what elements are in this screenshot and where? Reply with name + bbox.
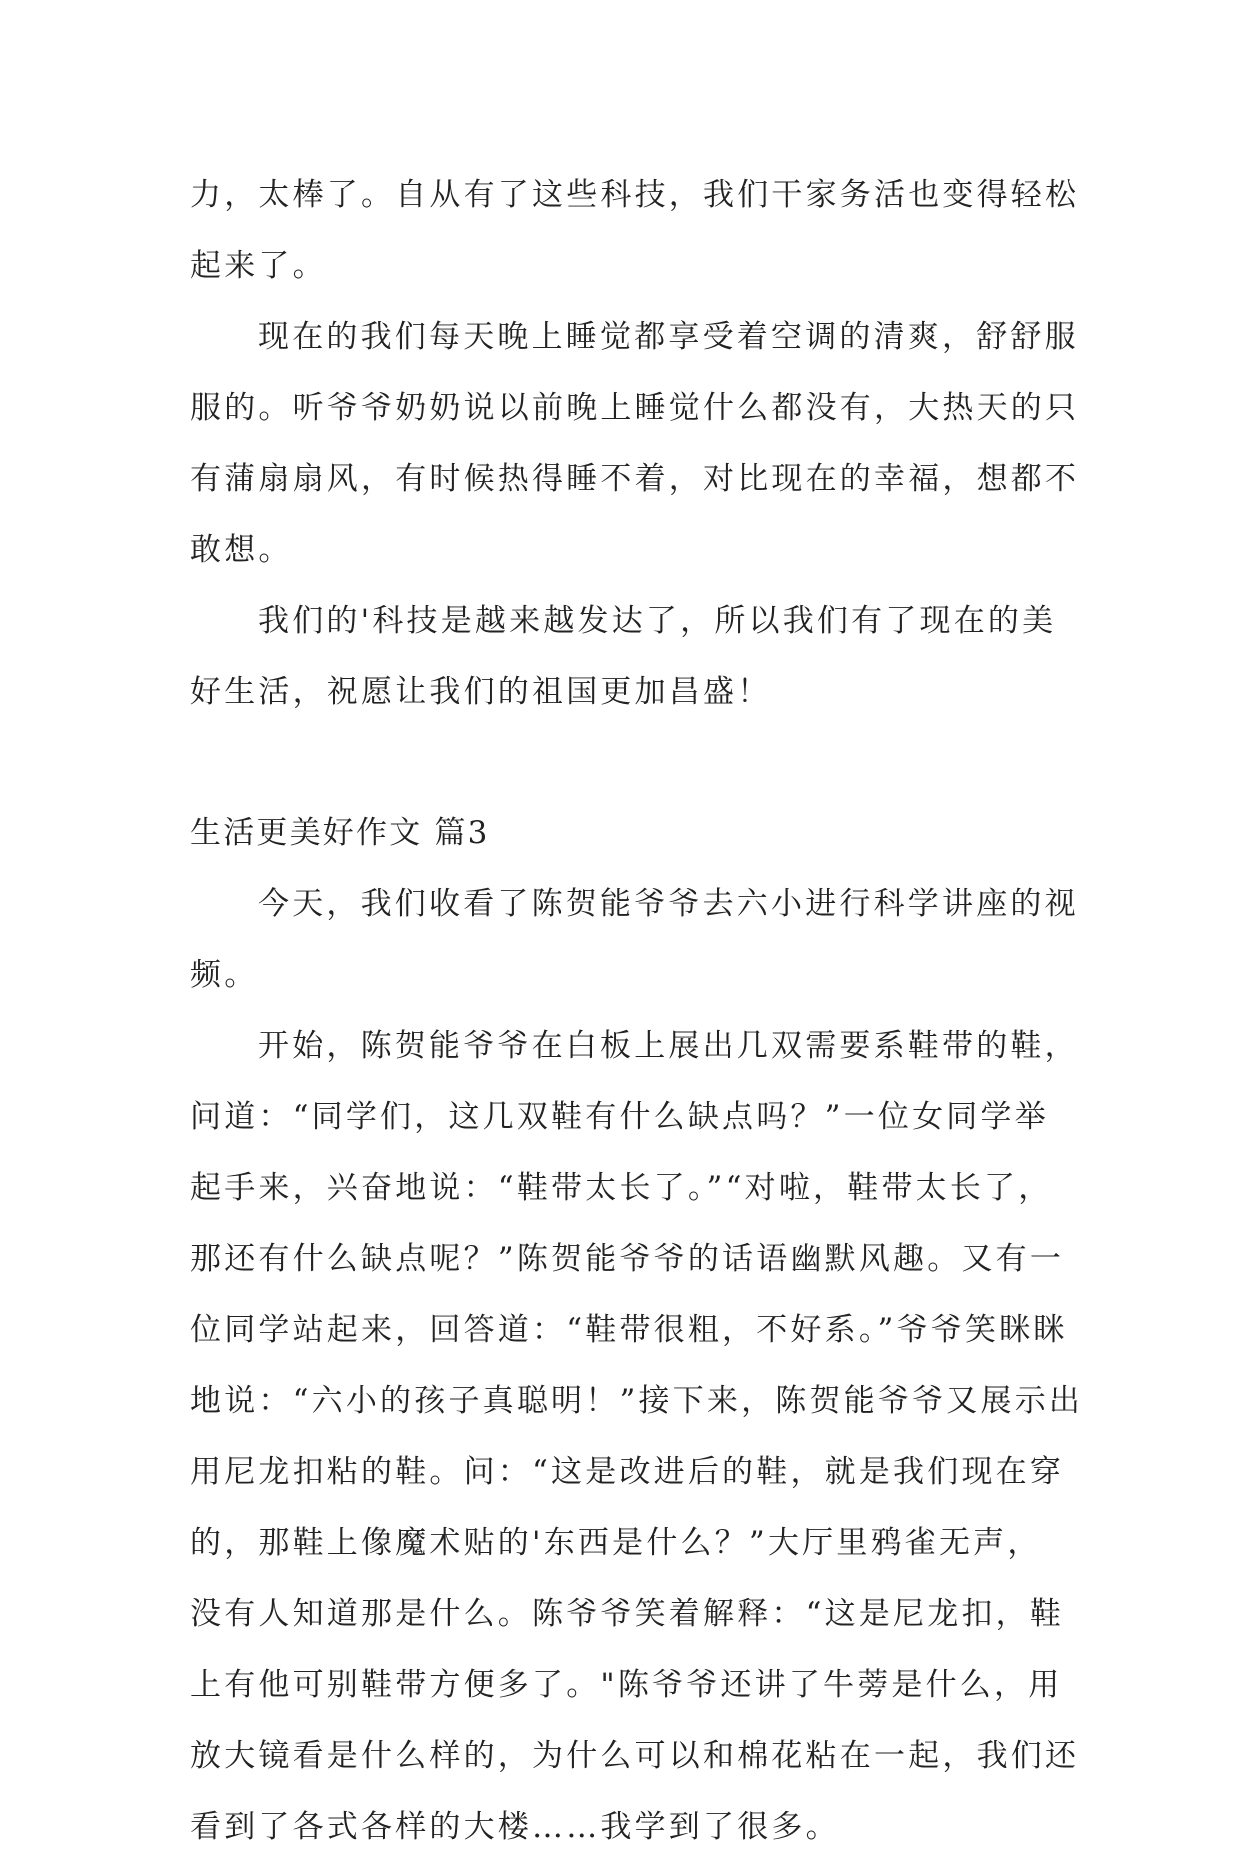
text-line: 位同学站起来，回答道：“鞋带很粗，不好系。”爷爷笑眯眯: [190, 1312, 1068, 1348]
text-line: 今天，我们收看了陈贺能爷爷去六小进行科学讲座的视: [258, 886, 1079, 922]
paragraph-2: [190, 302, 1080, 586]
section-spacer: [190, 728, 1060, 798]
text-line: 用尼龙扣粘的鞋。问：“这是改进后的鞋，就是我们现在穿: [190, 1454, 1065, 1490]
text-line: 有蒲扇扇风，有时候热得睡不着，对比现在的幸福，想都不: [190, 461, 1080, 497]
text-line: 那还有什么缺点呢？”陈贺能爷爷的话语幽默风趣。又有一: [190, 1241, 1065, 1277]
text-line: 我们的'科技是越来越发达了，所以我们有了现在的美: [258, 603, 1057, 639]
text-line: 没有人知道那是什么。陈爷爷笑着解释：“这是尼龙扣，鞋: [190, 1596, 1065, 1632]
heading-text: 生活更美好作文 篇3: [190, 815, 490, 851]
text-line: 地说：“六小的孩子真聪明！”接下来，陈贺能爷爷又展示出: [190, 1383, 1084, 1419]
text-line: 起来了。: [190, 248, 327, 284]
paragraph-3: [190, 586, 1060, 728]
text-line: 力，太棒了。自从有了这些科技，我们干家务活也变得轻松: [190, 177, 1080, 213]
paragraph-4: [190, 869, 1079, 1011]
text-line: 问道：“同学们，这几双鞋有什么缺点吗？”一位女同学举: [190, 1099, 1049, 1135]
text-line: 现在的我们每天晚上睡觉都享受着空调的清爽，舒舒服: [258, 319, 1079, 355]
text-line: 看到了各式各样的大楼……我学到了很多。: [190, 1809, 840, 1845]
text-line: 起手来，兴奋地说：“鞋带太长了。”“对啦，鞋带太长了，: [190, 1170, 1053, 1206]
text-line: 频。: [190, 957, 259, 993]
text-line: 服的。听爷爷奶奶说以前晚上睡觉什么都没有，大热天的只: [190, 390, 1080, 426]
text-line: 放大镜看是什么样的，为什么可以和棉花粘在一起，我们还: [190, 1738, 1080, 1774]
text-line: 开始，陈贺能爷爷在白板上展出几双需要系鞋带的鞋，: [258, 1028, 1079, 1064]
text-line: 敢想。: [190, 532, 293, 568]
paragraph-5: [190, 1011, 1084, 1863]
article-body: [190, 160, 1084, 1863]
text-line: 上有他可别鞋带方便多了。"陈爷爷还讲了牛蒡是什么，用: [190, 1667, 1063, 1703]
text-line: 好生活，祝愿让我们的祖国更加昌盛！: [190, 674, 772, 710]
text-line: 的，那鞋上像魔术贴的'东西是什么？”大厅里鸦雀无声，: [190, 1525, 1042, 1561]
section-heading: [190, 798, 1060, 869]
paragraph-1: [190, 160, 1080, 302]
